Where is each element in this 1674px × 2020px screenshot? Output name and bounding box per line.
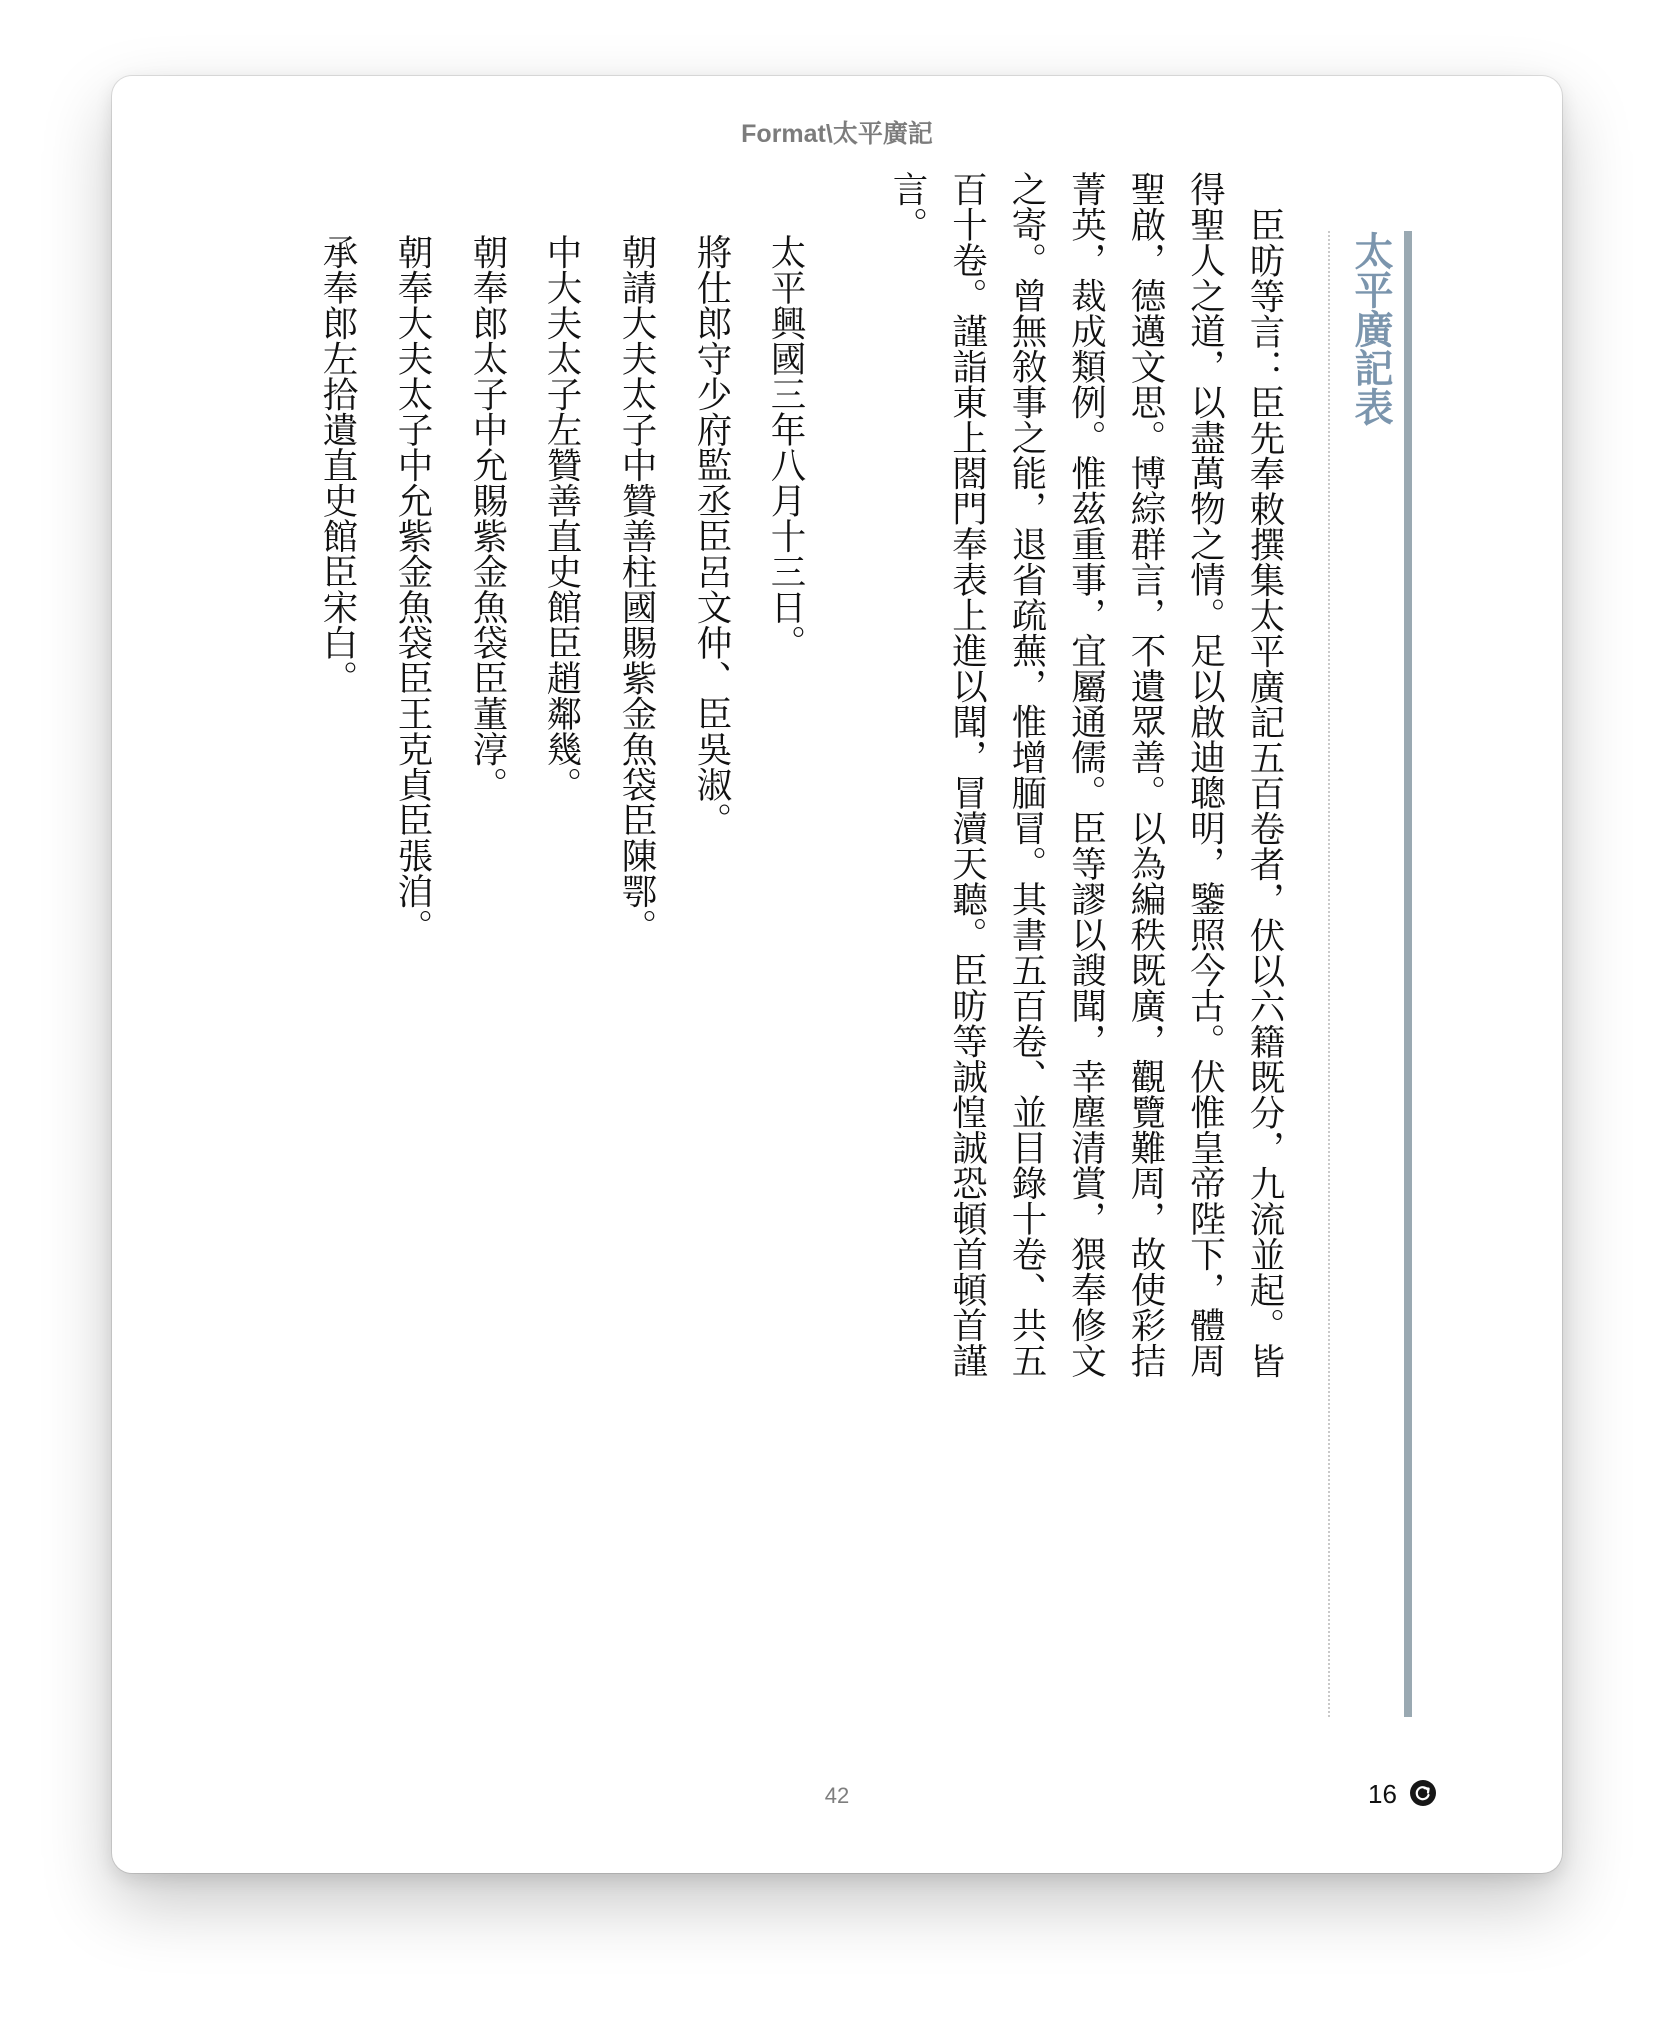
memorial-paragraph: 臣昉等言：臣先奉敕撰集太平廣記五百卷者，伏以六籍既分，九流並起。皆得聖人之道，以盡萬物之情。足以啟迪聰明，鑒照今古。伏惟皇帝陛下，體周聖啟，德邁文思。博綜群言，不遺眾善。以為編秩既廣，觀覽難周，故使彩拮菁英，裁成類例。惟茲重事，宜屬通儒。臣等謬以謏聞，幸塵清賞，猥奉修文之寄。曾無敘事之能，退省疏蕪，惟增腼冒。其書五百卷、並目錄十卷、共五百十卷。謹詣東上閤門奉表上進以聞，冒瀆天聽。臣昉等誠惶誠恐頓首頓首謹言。 [887, 171, 1285, 1378]
signatory-5: 朝奉大夫太子中允紫金魚袋臣王克貞臣張洎。 [392, 234, 433, 944]
signatory-6: 承奉郎左拾遺直史館臣宋白。 [317, 234, 358, 696]
pages-remaining-icon[interactable] [1410, 1780, 1436, 1806]
signatory-3: 中大夫太子左贊善直史館臣趙鄰幾。 [541, 234, 582, 802]
date-line: 太平興國三年八月十三日。 [765, 234, 806, 660]
chapter-heading: 太平廣記表 [1348, 231, 1393, 426]
window-title: Format\太平廣記 [741, 120, 933, 148]
heading-rule [1404, 231, 1412, 1717]
reader-window [112, 76, 1562, 1873]
signatory-4: 朝奉郎太子中允賜紫金魚袋臣董淳。 [467, 234, 508, 802]
signatory-2: 朝請大夫太子中贊善柱國賜紫金魚袋臣陳鄂。 [616, 234, 657, 944]
pages-left-count[interactable]: 16 [1368, 1779, 1397, 1809]
signatory-1: 將仕郎守少府監丞臣呂文仲、臣吳淑。 [691, 234, 732, 838]
heading-dotted-rule [1328, 231, 1330, 1717]
page-number: 42 [824, 1783, 850, 1808]
